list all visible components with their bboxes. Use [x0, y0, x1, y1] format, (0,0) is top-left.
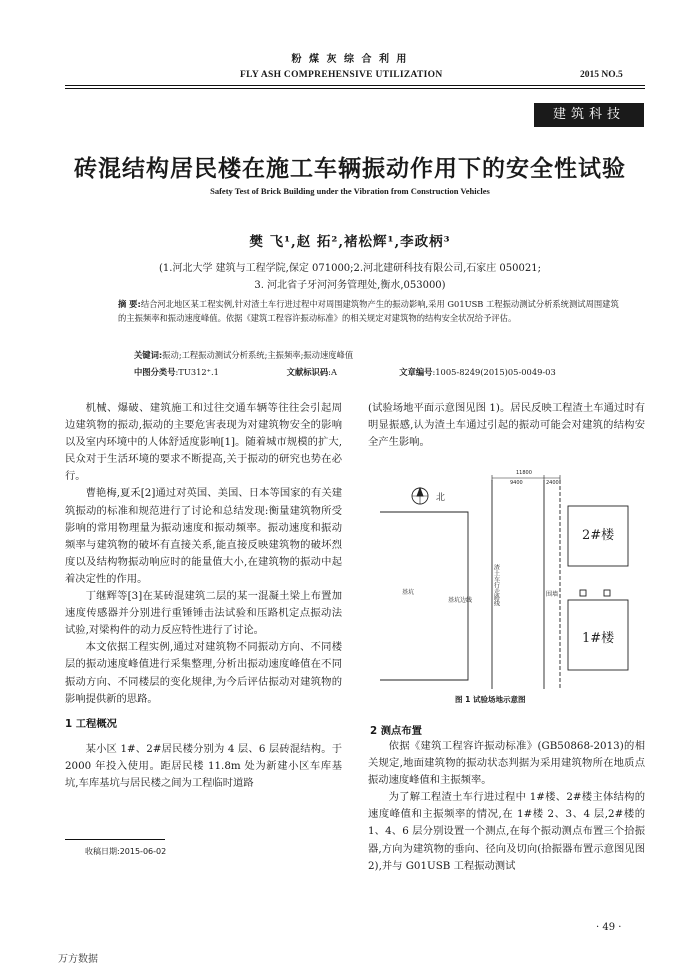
doc-code-value: A: [330, 367, 337, 377]
north-label: 北: [436, 493, 446, 503]
paragraph: 为了解工程渣土车行进过程中 1#楼、2#楼主体结构的速度峰值和主振频率的情况,在 1#楼 2、3、4 层,2#楼的 1、4、6 层分别设置一个测点,在每个振动测点布置三个拾振器,方向为建筑物的垂向、径向及切向(拾振器布置示意图见图 2),并与 G01USB 工程振动测试: [368, 791, 645, 872]
right-column-top: [368, 400, 645, 451]
authors: 樊 飞¹,赵 拓²,褚松辉¹,李政柄³: [249, 234, 451, 250]
road-label: 渣土车行走路线: [492, 564, 500, 606]
affiliation-line-2: 3. 河北省子牙河河务管理处,衡水,053000): [254, 280, 446, 291]
building-1-label: 1#楼: [582, 631, 615, 646]
paragraph: 某小区 1#、2#居民楼分别为 4 层、6 层砖混结构。于 2000 年投入使用。距居民楼 11.8m 处为新建小区车库基坑,车库基坑与居民楼之间为工程临时道路: [65, 742, 342, 789]
section-tag: 建筑科技: [534, 103, 644, 127]
pit-label: 基坑: [402, 589, 415, 596]
paragraph: 本文依据工程实例,通过对建筑物不同振动方向、不同楼层的振动速度峰值进行采集整理,分析出振动速度峰值在不同振动方向、不同楼层的变化规律,为今后评估振动对建筑物的影响提供新的思路。: [65, 641, 342, 705]
article-no-label: 文章编号: [399, 367, 433, 377]
site-plan-figure: [368, 470, 648, 709]
journal-name-en: FLY ASH COMPREHENSIVE UTILIZATION: [240, 70, 443, 80]
building-2-label: 2#楼: [582, 528, 615, 543]
article-no-value: 1005-8249(2015)05-0049-03: [435, 367, 556, 377]
doc-code-label: 文献标识码: [286, 367, 329, 377]
section-heading-2: 2 测点布置: [370, 725, 422, 737]
paragraph: 丁继辉等[3]在某砖混建筑二层的某一混凝土梁上布置加速度传感器并分别进行重锤锤击法试验和压路机定点振动法试验,对梁构件的动力反应特性进行了讨论。: [65, 590, 342, 637]
pit-boundary: [380, 512, 468, 680]
affiliation-line-1: (1.河北大学 建筑与工程学院,保定 071000;2.河北建研科技有限公司,石家庄 050021;: [159, 263, 541, 274]
article-title-cn: 砖混结构居民楼在施工车辆振动作用下的安全性试验: [74, 155, 626, 182]
paragraph: 曹艳梅,夏禾[2]通过对英国、美国、日本等国家的有关建筑振动的标准和规范进行了讨论和总结发现:衡量建筑物所受影响的常用物理量为振动速度和振动频率。振动速度和振动频率与建筑物的破坏有直接关系,能直接反映建筑物的破坏烈度以及结构物振动响应时的能量值大小,在建筑物的振动中起着决定性的作用。: [65, 487, 342, 585]
journal-issue: 2015 NO.5: [580, 70, 623, 80]
dim-total: 11800: [516, 470, 532, 476]
section-heading-1: 1 工程概况: [65, 717, 117, 730]
right-column-bottom: [368, 738, 645, 875]
keywords-label: 关键词: [134, 350, 159, 360]
paragraph: 机械、爆破、建筑施工和过往交通车辆等往往会引起周边建筑物的振动,振动的主要危害表现为对建筑物安全的影响以及室内环境中的人体舒适度影响[1]。随着城市规模的扩大,民众对于生活环境的要求不断提高,关于振动的研究也势在必行。: [65, 402, 342, 483]
abstract-text: 结合河北地区某工程实例,针对渣土车行进过程中对周围建筑物产生的振动影响,采用 G01USB 工程振动测试分析系统测试周围建筑的主振频率和振动速度峰值。依据《建筑工程容许振动标准》的相关规定对建筑物的结构安全状况给予评估。: [118, 299, 619, 323]
keywords: 关键词:振动;工程振动测试分析系统;主振频率;振动速度峰值: [134, 350, 354, 360]
dim-a: 9400: [510, 480, 523, 486]
left-column: [65, 400, 342, 792]
footnote-rule: [65, 839, 165, 840]
pit-edge-label: 基坑边线: [448, 597, 473, 604]
page-number: · 49 ·: [596, 922, 622, 933]
paragraph: (试验场地平面示意图见图 1)。居民反映工程渣土车通过时有明显振感,认为渣土车通过引起的振动可能会对建筑的结构安全产生影响。: [368, 402, 645, 449]
fence-label: 围墙: [546, 591, 559, 598]
header-rule-thin: [65, 88, 645, 89]
clc-label: 中图分类号: [134, 367, 176, 377]
keywords-text: 振动;工程振动测试分析系统;主振频率;振动速度峰值: [162, 350, 354, 360]
journal-name-cn: 粉 煤 灰 综 合 利 用: [291, 54, 409, 65]
figure-caption: 图 1 试验场地示意图: [455, 695, 526, 704]
watermark: 万方数据: [58, 954, 98, 965]
header-rule: [65, 85, 645, 86]
paragraph: 依据《建筑工程容许振动标准》(GB50868-2013)的相关规定,地面建筑物的振动状态判据为采用建筑物所在地质点振动速度峰值和主振频率。: [368, 740, 645, 787]
article-title-en: Safety Test of Brick Building under the Vibration from Construction Vehicles: [210, 186, 490, 196]
clc-value: TU312⁺.1: [178, 367, 219, 377]
abstract-label: 摘 要: [118, 299, 138, 309]
dim-b: 2400: [546, 480, 559, 486]
received-date: 收稿日期:2015-06-02: [85, 847, 167, 856]
abstract: 摘 要:结合河北地区某工程实例,针对渣土车行进过程中对周围建筑物产生的振动影响,采用 G01USB 工程振动测试分析系统测试周围建筑的主振频率和振动速度峰值。依据《建筑工程容许振动标准》的相关规定对建筑物的结构安全状况给予评估。: [118, 299, 619, 323]
classification-line: 中图分类号:TU312⁺.1 文献标识码:A 文章编号:1005-8249(2015)05-0049-03: [134, 367, 556, 377]
